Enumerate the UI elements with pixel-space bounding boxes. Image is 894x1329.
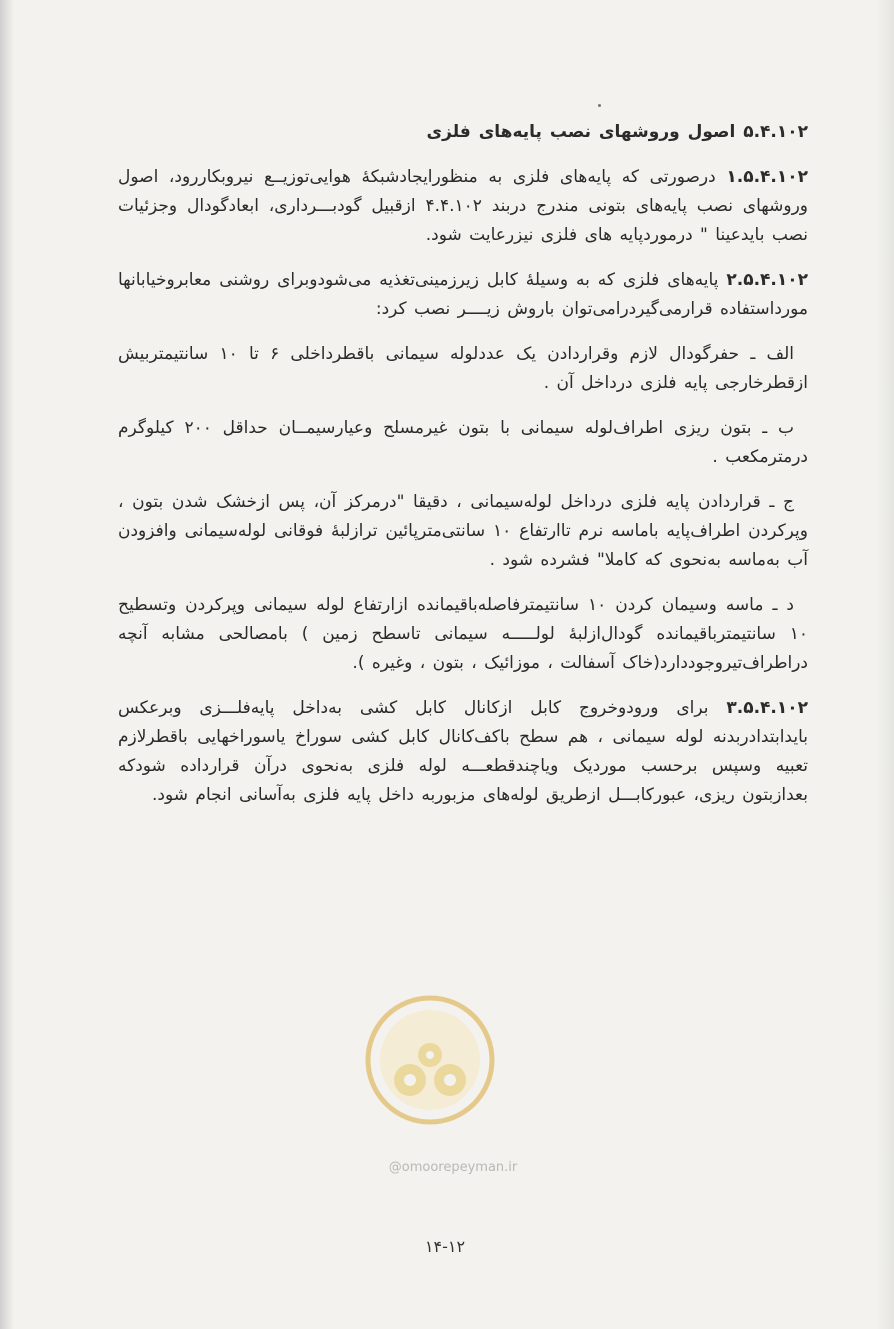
section-2-text: پایه‌های فلزی که به وسیلهٔ کابل زیرزمینی‌تغذیه می‌شودوبرای روشنی معابروخیابانها مورداستفاده قرارمی‌گیردرامی‌توان باروش زیــــر نصب کرد: — [118, 270, 808, 319]
page-shadow-left — [0, 0, 14, 1329]
section-heading: ۵.۴.۱۰۲ اصول وروشهای نصب پایه‌های فلزی — [426, 122, 808, 142]
list-item-alef: الف ـ حفرگودال لازم وقراردادن یک عددلوله سیمانی باقطرداخلی ۶ تا ۱۰ سانتیمتربیش ازقطرخارجی پایه فلزی درداخل آن . — [118, 344, 808, 393]
watermark-disc — [380, 1010, 480, 1110]
document-body — [118, 118, 808, 826]
section-2 — [118, 266, 808, 324]
list-item-dal: د ـ ماسه وسیمان کردن ۱۰ سانتیمترفاصله‌باقیمانده ازارتفاع لوله سیمانی وپرکردن وتسطیح ۱۰ سانتیمترباقیمانده گودال‌ازلبهٔ لولـــــه سیمانی تاسطح زمین ) بامصالحی مشابه آنچه دراطراف‌تیروجوددارد(خاک آسفالت ، موزائیک ، بتون ، وغیره ). — [118, 595, 808, 673]
watermark-logo — [355, 985, 505, 1135]
section-3 — [118, 694, 808, 810]
section-1-text: درصورتی که پایه‌های فلزی به منظورایجادشبکهٔ هوایی‌توزیــع نیروبکاررود، اصول وروشهای نصب پایه‌های بتونی مندرج دربند ۴.۴.۱۰۲ ازقبیل گودبـــرداری، ابعادگودال وجزئیات نصب بایدعینا " درموردپایه های فلزی نیزرعایت شود. — [118, 167, 808, 245]
list-item-jim: ج ـ قراردادن پایه فلزی درداخل لوله‌سیمانی ، دقیقا "درمرکز آن، پس ازخشک شدن بتون ، وپرکردن اطراف‌پایه باماسه نرم تاارتفاع ۱۰ سانتی‌مترپائین ترازلبهٔ فوقانی لوله‌سیمانی وافزودن آب به‌ماسه به‌نحوی که کاملا" فشرده شود . — [118, 492, 808, 570]
watermark-url: @omoorepeyman.ir — [388, 1160, 518, 1175]
section-3-text: برای ورودوخروج کابل ازکانال کابل کشی به‌داخل پایه‌فلـــزی وبرعکس بایدابتدادربدنه لوله سیمانی ، هم سطح باکف‌کانال کابل کشی سوراخ یاسوراخهایی باقطرلازم تعبیه وسپس برحسب موردیک ویاچندقطعـــه لوله فلزی به‌نحوی درآن قرارداده شودکه بعدازبتون ریزی، عبورکابـــل ازطریق لوله‌های مزبوربه داخل پایه فلزی به‌آسانی انجام شود. — [118, 698, 808, 805]
watermark-ring — [368, 998, 492, 1122]
page-number: ۱۴-۱۲ — [424, 1237, 466, 1256]
section-2-number: ۲.۵.۴.۱۰۲ — [726, 270, 808, 290]
list-item-be: ب ـ بتون ریزی اطراف‌لوله سیمانی با بتون غیرمسلح وعیارسیمــان حداقل ۲۰۰ کیلوگرم درمترمکعب . — [118, 418, 808, 467]
watermark-gears-icon — [394, 1043, 466, 1096]
section-3-number: ۳.۵.۴.۱۰۲ — [726, 698, 809, 718]
section-1-number: ۱.۵.۴.۱۰۲ — [726, 167, 808, 187]
section-1 — [118, 163, 808, 250]
page-shadow-right — [876, 0, 894, 1329]
scan-speck — [598, 104, 601, 107]
